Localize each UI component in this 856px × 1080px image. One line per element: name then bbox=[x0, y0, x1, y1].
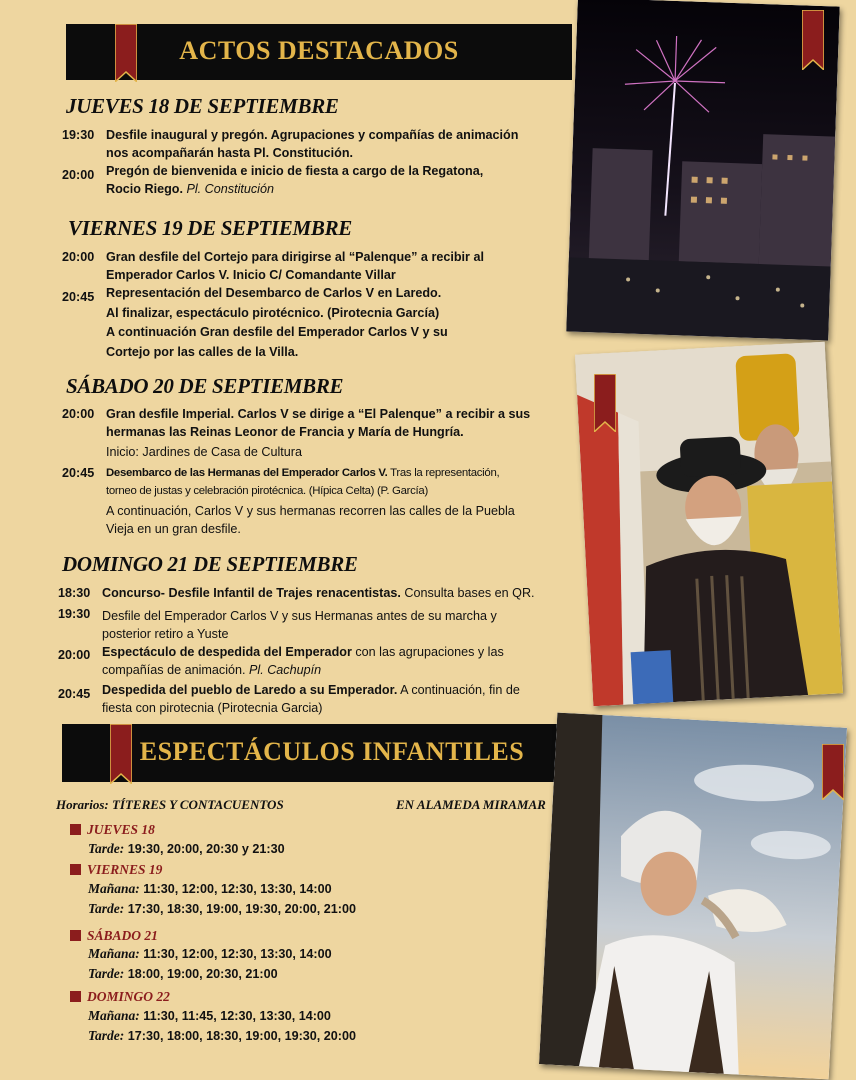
kids-row-label: Tarde: bbox=[88, 841, 125, 856]
day-title-viernes: VIERNES 19 DE SEPTIEMBRE bbox=[68, 216, 352, 240]
kids-row-label: Tarde: bbox=[88, 1028, 125, 1043]
event-domingo-1930 bbox=[58, 605, 578, 641]
kids-row-domingo-tarde bbox=[88, 1028, 356, 1044]
square-bullet-icon bbox=[70, 864, 81, 875]
event-desc-line bbox=[106, 464, 515, 482]
event-desc-line: Desfile del Emperador Carlos V y sus Hermanas antes de su marcha y bbox=[102, 609, 497, 623]
day-title-sabado: SÁBADO 20 DE SEPTIEMBRE bbox=[66, 374, 344, 398]
event-time: 20:00 bbox=[62, 168, 95, 182]
actos-banner bbox=[66, 24, 572, 80]
kids-row-times: 11:30, 12:00, 12:30, 13:30, 14:00 bbox=[143, 882, 332, 896]
event-desc bbox=[102, 584, 535, 602]
event-desc-line: torneo de justas y celebración pirotécnica. (Hípica Celta) (P. García) bbox=[106, 485, 428, 497]
kids-row-times: 19:30, 20:00, 20:30 y 21:30 bbox=[127, 842, 285, 856]
event-desc-line: Representación del Desembarco de Carlos V en Laredo. bbox=[106, 286, 442, 300]
horarios-heading: Horarios: TÍTERES Y CONTACUENTOS bbox=[56, 797, 284, 812]
event-place: Pl. Cachupín bbox=[249, 663, 322, 677]
bookmark-ribbon-icon bbox=[822, 744, 844, 800]
event-domingo-2000 bbox=[58, 643, 578, 679]
fireworks-photo bbox=[566, 0, 839, 340]
event-desc bbox=[102, 643, 504, 679]
event-desc bbox=[102, 607, 497, 643]
event-desc-line: Cortejo por las calles de la Villa. bbox=[106, 344, 299, 359]
kids-row-viernes-manana bbox=[88, 881, 332, 897]
event-desc-bold: Espectáculo de despedida del Emperador bbox=[102, 645, 352, 659]
event-time: 20:00 bbox=[62, 407, 95, 421]
event-desc-line: Emperador Carlos V. Inicio C/ Comandante Villar bbox=[106, 268, 396, 282]
kids-row-sabado-tarde bbox=[88, 966, 278, 982]
kids-day-viernes bbox=[70, 862, 162, 878]
kids-row-label: Mañana: bbox=[88, 881, 140, 896]
kids-row-label: Mañana: bbox=[88, 946, 140, 961]
kids-row-label: Tarde: bbox=[88, 901, 125, 916]
kids-row-label: Tarde: bbox=[88, 966, 125, 981]
kids-day-label: DOMINGO 22 bbox=[87, 989, 170, 1004]
kids-row-sabado-manana bbox=[88, 946, 332, 962]
event-time: 19:30 bbox=[62, 128, 95, 142]
event-time: 20:00 bbox=[62, 250, 95, 264]
bookmark-ribbon-icon bbox=[802, 10, 824, 70]
event-domingo-1830 bbox=[58, 584, 578, 604]
event-desc-line bbox=[106, 180, 483, 198]
event-desc-line: A continuación Gran desfile del Emperador Carlos V y su bbox=[106, 325, 448, 339]
event-time: 20:45 bbox=[62, 466, 95, 480]
kids-row-label: Mañana: bbox=[88, 1008, 140, 1023]
event-place: Pl. Constitución bbox=[186, 182, 274, 196]
lugar-heading: EN ALAMEDA MIRAMAR bbox=[396, 797, 546, 812]
event-jueves-1930 bbox=[62, 126, 562, 162]
event-sabado-2000 bbox=[62, 405, 572, 461]
event-sabado-2045 bbox=[62, 464, 572, 536]
event-desc-line: posterior retiro a Yuste bbox=[102, 627, 229, 641]
event-desc bbox=[106, 248, 484, 284]
event-viernes-2045 bbox=[62, 284, 562, 362]
actos-title: ACTOS DESTACADOS bbox=[179, 36, 459, 65]
event-desc-text: A continuación, fin de bbox=[397, 683, 520, 697]
event-domingo-2045 bbox=[58, 681, 578, 717]
kids-row-times: 11:30, 12:00, 12:30, 13:30, 14:00 bbox=[143, 947, 332, 961]
kids-row-domingo-manana bbox=[88, 1008, 331, 1024]
kids-day-domingo bbox=[70, 989, 170, 1005]
event-time: 19:30 bbox=[58, 607, 91, 621]
event-desc-line: hermanas las Reinas Leonor de Francia y María de Hungría. bbox=[106, 425, 464, 439]
event-desc-line bbox=[102, 643, 504, 661]
day-title-domingo: DOMINGO 21 DE SEPTIEMBRE bbox=[62, 552, 358, 576]
infantiles-title: ESPECTÁCULOS INFANTILES bbox=[139, 737, 525, 766]
event-desc bbox=[106, 126, 518, 162]
event-desc-line: A continuación, Carlos V y sus hermanas recorren las calles de la Puebla bbox=[106, 504, 515, 518]
bookmark-ribbon-icon bbox=[115, 24, 137, 82]
event-jueves-2000 bbox=[62, 162, 562, 198]
square-bullet-icon bbox=[70, 930, 81, 941]
event-time: 20:45 bbox=[62, 290, 95, 304]
event-time: 20:45 bbox=[58, 687, 91, 701]
infantiles-banner bbox=[62, 724, 572, 782]
event-desc-bold: Concurso- Desfile Infantil de Trajes renacentistas. bbox=[102, 586, 401, 600]
day-title-jueves: JUEVES 18 DE SEPTIEMBRE bbox=[66, 94, 339, 118]
event-desc-text: compañías de animación. bbox=[102, 663, 246, 677]
event-desc-line: fiesta con pirotecnia (Pirotecnia Garcia) bbox=[102, 701, 323, 715]
event-desc bbox=[106, 284, 448, 362]
event-desc bbox=[106, 405, 530, 461]
event-desc bbox=[106, 464, 515, 538]
event-desc-line bbox=[102, 661, 504, 679]
kids-day-label: VIERNES 19 bbox=[87, 862, 163, 877]
bookmark-ribbon-icon bbox=[594, 374, 616, 432]
kids-row-times: 18:00, 19:00, 20:30, 21:00 bbox=[127, 967, 278, 981]
square-bullet-icon bbox=[70, 824, 81, 835]
event-desc-line: Gran desfile Imperial. Carlos V se dirige a “El Palenque” a recibir a sus bbox=[106, 407, 531, 421]
event-desc-line: Al finalizar, espectáculo pirotécnico. (Pirotecnia García) bbox=[106, 305, 440, 320]
kids-day-label: SÁBADO 21 bbox=[87, 928, 158, 943]
event-desc-line: nos acompañarán hasta Pl. Constitución. bbox=[106, 146, 354, 160]
event-desc-line: Pregón de bienvenida e inicio de fiesta a cargo de la Regatona, bbox=[106, 164, 484, 178]
event-desc-line: Inicio: Jardines de Casa de Cultura bbox=[106, 445, 303, 459]
kids-row-jueves-tarde bbox=[88, 841, 285, 857]
event-time: 18:30 bbox=[58, 586, 91, 600]
event-viernes-2000 bbox=[62, 248, 562, 284]
event-desc-line bbox=[102, 681, 520, 699]
event-time: 20:00 bbox=[58, 648, 91, 662]
kids-day-jueves bbox=[70, 822, 155, 838]
event-desc bbox=[102, 681, 520, 717]
event-desc-text: Rocio Riego. bbox=[106, 182, 183, 196]
event-desc-text: con las agrupaciones y las bbox=[351, 645, 504, 659]
event-desc-text: Consulta bases en QR. bbox=[400, 586, 535, 600]
child-shell-photo bbox=[539, 713, 847, 1080]
kids-day-label: JUEVES 18 bbox=[87, 822, 155, 837]
kids-row-times: 11:30, 11:45, 12:30, 13:30, 14:00 bbox=[143, 1009, 331, 1023]
kids-row-times: 17:30, 18:30, 19:00, 19:30, 20:00, 21:00 bbox=[127, 902, 356, 916]
event-desc-line: Desfile inaugural y pregón. Agrupaciones y compañías de animación bbox=[106, 128, 519, 142]
bookmark-ribbon-icon bbox=[110, 724, 132, 784]
event-desc-text: Tras la representación, bbox=[387, 467, 500, 479]
event-desc-bold: Desembarco de las Hermanas del Emperador Carlos V. bbox=[106, 467, 388, 479]
kids-row-times: 17:30, 18:00, 18:30, 19:00, 19:30, 20:00 bbox=[127, 1029, 356, 1043]
square-bullet-icon bbox=[70, 991, 81, 1002]
event-desc-line: Gran desfile del Cortejo para dirigirse al “Palenque” a recibir al bbox=[106, 250, 484, 264]
kids-day-sabado bbox=[70, 928, 158, 944]
event-desc bbox=[106, 162, 483, 198]
event-desc-line: Vieja en un gran desfile. bbox=[106, 522, 241, 536]
event-desc-bold: Despedida del pueblo de Laredo a su Emperador. bbox=[102, 683, 398, 697]
kids-row-viernes-tarde bbox=[88, 901, 356, 917]
